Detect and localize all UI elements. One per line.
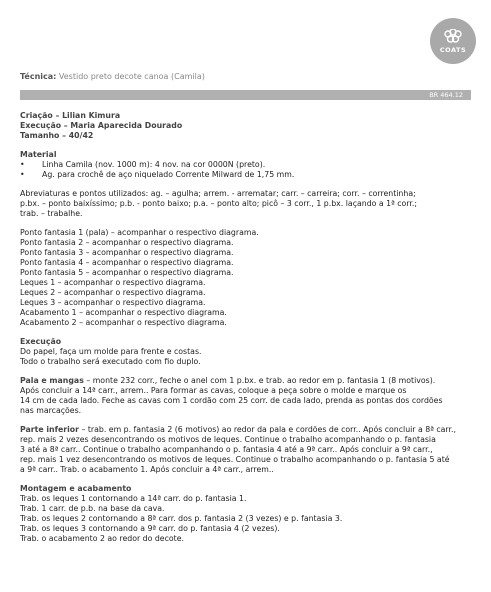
credit-execution: Execução – Maria Aparecida Dourado <box>20 121 183 130</box>
parte-inferior-line: rep. mais 2 vezes desencontrando os motivos de leques. Continue o trabalho acompanhando o p. fantasia <box>20 435 436 444</box>
coats-logo <box>430 18 476 64</box>
montagem-block <box>20 484 471 544</box>
bullet: • <box>20 170 25 179</box>
pala-line: – monte 232 corr., feche o anel com 1 p.bx. e trab. ao redor em p. fantasia 1 (8 motivos). <box>83 376 436 385</box>
bullet: • <box>20 160 25 169</box>
diagram-line: Ponto fantasia 5 – acompanhar o respectivo diagrama. <box>20 268 234 277</box>
parte-inferior-block <box>20 425 471 475</box>
parte-inferior-lead: Parte inferior <box>20 425 79 434</box>
pala-block <box>20 376 471 416</box>
montagem-line: Trab. 1 carr. de p.b. na base da cava. <box>20 504 165 513</box>
brand-name: COATS <box>439 45 467 54</box>
montagem-line: Trab. o acabamento 2 ao redor do decote. <box>20 534 184 543</box>
technique-value: Vestido preto decote canoa (Camila) <box>58 72 205 81</box>
diagram-line: Leques 3 – acompanhar o respectivo diagrama. <box>20 298 206 307</box>
abbreviations-line: p.bx. – ponto baixíssimo; p.b. - ponto baixo; p.a. – ponto alto; picô – 3 corr., 1 p.bx. laçando a 1ª corr.; <box>20 199 417 208</box>
material-item-text: Ag. para crochê de aço niquelado Corrente Milward de 1,75 mm. <box>42 170 295 179</box>
montagem-line: Trab. os leques 1 contornando a 14ª carr. do p. fantasia 1. <box>20 494 247 503</box>
parte-inferior-line: 3 até a 8ª carr.. Continue o trabalho acompanhando o p. fantasia 4 até a 9ª carr.. Após concluir a 9ª carr., <box>20 445 433 454</box>
pala-lead: Pala e mangas <box>20 376 84 385</box>
abbreviations-line: Abreviaturas e pontos utilizados: ag. – agulha; arrem. - arrematar; carr. – carreira; corr. – correntinha; <box>20 189 416 198</box>
diagram-line: Ponto fantasia 3 – acompanhar o respectivo diagrama. <box>20 248 234 257</box>
pattern-code: BR 464.12 <box>429 91 463 99</box>
execution-title: Execução <box>20 337 62 346</box>
diagram-line: Leques 2 – acompanhar o respectivo diagrama. <box>20 288 206 297</box>
pala-line: 14 cm de cada lado. Feche as cavas com 1 cordão com 25 corr. de cada lado, prenda as pontas dos cordões <box>20 396 443 405</box>
diagram-line: Ponto fantasia 1 (pala) – acompanhar o respectivo diagrama. <box>20 228 259 237</box>
parte-inferior-line: – trab. em p. fantasia 2 (6 motivos) ao redor da pala e cordões de corr.. Após concluir a 8ª carr., <box>78 425 456 434</box>
technique-line <box>20 72 205 81</box>
abbreviations-block <box>20 189 471 219</box>
material-block <box>20 150 471 180</box>
material-title: Material <box>20 150 57 159</box>
parte-inferior-line: rep. mais 1 vez desencontrando os motivos de leques. Continue o trabalho acompanhando o p. fantasia 5 até <box>20 455 450 464</box>
diagrams-block <box>20 228 471 328</box>
execution-line: Do papel, faça um molde para frente e costas. <box>20 347 202 356</box>
pattern-content <box>20 111 471 553</box>
pala-line: nas marcações. <box>20 406 82 415</box>
pattern-code-bar <box>20 90 471 100</box>
montagem-line: Trab. os leques 2 contornando a 8ª carr. dos p. fantasia 2 (3 vezes) e p. fantasia 3. <box>20 514 343 523</box>
diagram-line: Ponto fantasia 4 – acompanhar o respectivo diagrama. <box>20 258 234 267</box>
diagram-line: Acabamento 1 – acompanhar o respectivo diagrama. <box>20 308 227 317</box>
coats-chain-logo-icon <box>443 29 463 45</box>
parte-inferior-line: a 9ª carr.. Trab. o acabamento 1. Após concluir a 4ª carr., arrem.. <box>20 465 274 474</box>
abbreviations-line: trab. – trabalhe. <box>20 209 83 218</box>
material-item <box>20 170 471 180</box>
credit-creation: Criação – Lilian Kimura <box>20 111 121 120</box>
execution-block <box>20 337 471 367</box>
credits-block <box>20 111 471 141</box>
montagem-line: Trab. os leques 3 contornando a 9ª carr. do p. fantasia 4 (2 vezes). <box>20 524 280 533</box>
credit-size: Tamanho – 40/42 <box>20 131 94 140</box>
material-item-text: Linha Camila (nov. 1000 m): 4 nov. na cor 0000N (preto). <box>42 160 266 169</box>
diagram-line: Ponto fantasia 2 – acompanhar o respectivo diagrama. <box>20 238 234 247</box>
diagram-line: Leques 1 – acompanhar o respectivo diagrama. <box>20 278 206 287</box>
technique-label: Técnica: <box>20 72 57 81</box>
montagem-title: Montagem e acabamento <box>20 484 132 493</box>
pala-line: Após concluir a 14ª carr., arrem.. Para formar as cavas, coloque a peça sobre o molde e marque os <box>20 386 407 395</box>
material-item <box>20 160 471 170</box>
execution-line: Todo o trabalho será executado com fio duplo. <box>20 357 201 366</box>
diagram-line: Acabamento 2 – acompanhar o respectivo diagrama. <box>20 318 227 327</box>
